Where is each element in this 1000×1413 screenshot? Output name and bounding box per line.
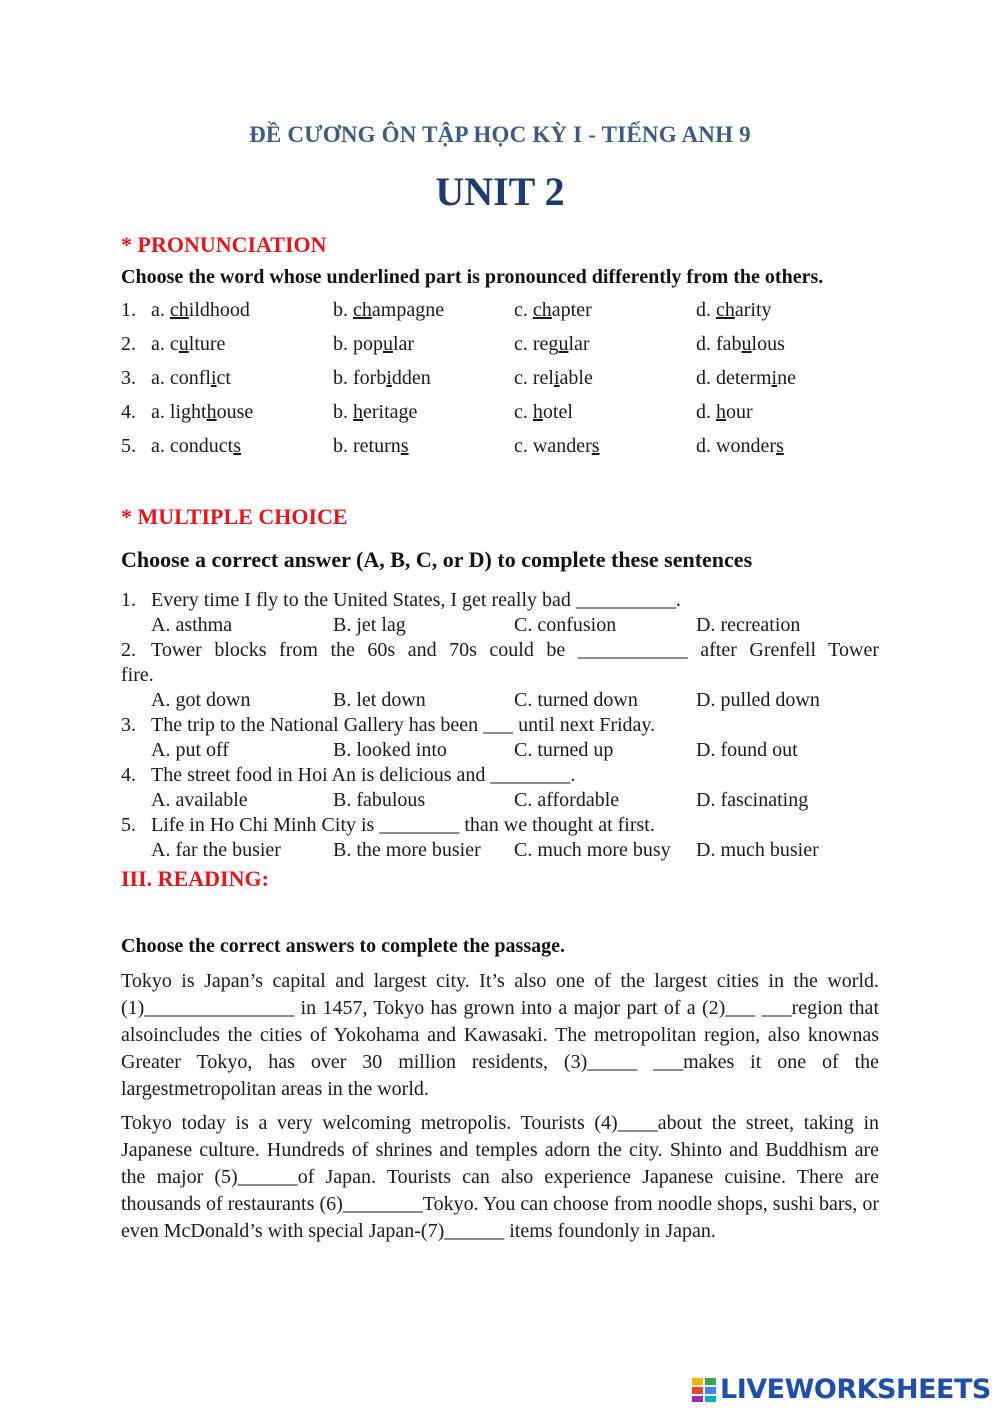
underlined-part: s bbox=[591, 435, 600, 457]
question-number: 1. bbox=[121, 589, 136, 611]
pronunciation-option bbox=[696, 299, 772, 322]
underlined-part: i bbox=[771, 367, 778, 389]
option-text: able bbox=[559, 367, 593, 389]
option-text: c. bbox=[514, 435, 533, 457]
question-text: The street food in Hoi An is delicious and ________. bbox=[151, 764, 576, 786]
option-text: apter bbox=[551, 299, 592, 321]
answer-option: D. found out bbox=[696, 739, 798, 761]
pronunciation-option bbox=[696, 367, 796, 390]
option-text: a. bbox=[151, 435, 170, 457]
question-number: 5. bbox=[121, 814, 136, 836]
question-number: 3. bbox=[121, 714, 136, 736]
underlined-part: s bbox=[233, 435, 241, 457]
underlined-part: h bbox=[353, 401, 363, 423]
option-text: ouse bbox=[216, 401, 254, 423]
item-number: 3. bbox=[121, 367, 136, 389]
answer-option: B. jet lag bbox=[333, 614, 406, 636]
option-text: dden bbox=[391, 367, 431, 389]
pronunciation-option bbox=[333, 401, 417, 424]
underlined-part: u bbox=[178, 333, 189, 355]
pronunciation-option bbox=[696, 401, 753, 424]
option-text: lous bbox=[751, 333, 785, 355]
underlined-part: ch bbox=[353, 299, 372, 321]
option-text: lar bbox=[568, 333, 590, 355]
answer-option: B. fabulous bbox=[333, 789, 426, 811]
pronunciation-option bbox=[333, 333, 414, 356]
option-text: ne bbox=[777, 367, 796, 389]
option-text: determ bbox=[716, 367, 772, 389]
option-text: c. bbox=[514, 367, 533, 389]
pronunciation-heading: * PRONUNCIATION bbox=[121, 232, 327, 257]
answer-option: B. the more busier bbox=[333, 839, 481, 861]
answer-options bbox=[121, 789, 881, 817]
answer-option: C. much more busy bbox=[514, 839, 671, 861]
question-text-continued: fire. bbox=[121, 664, 154, 686]
option-text: b. bbox=[333, 299, 353, 321]
question-text: Every time I fly to the United States, I get really bad __________. bbox=[151, 589, 681, 611]
answer-option: A. far the busier bbox=[151, 839, 281, 861]
answer-options bbox=[121, 689, 881, 717]
option-text: d. bbox=[696, 401, 716, 423]
item-number: 5. bbox=[121, 435, 136, 457]
pronunciation-option bbox=[514, 401, 573, 424]
option-text: d. bbox=[696, 367, 716, 389]
underlined-part: u bbox=[558, 333, 569, 355]
option-text: forb bbox=[353, 367, 387, 389]
answer-options bbox=[121, 614, 881, 642]
item-number: 2. bbox=[121, 333, 136, 355]
document-title: UNIT 2 bbox=[435, 169, 565, 214]
answer-option: C. turned up bbox=[514, 739, 614, 761]
document-subtitle: ĐỀ CƯƠNG ÔN TẬP HỌC KỲ I - TIẾNG ANH 9 bbox=[249, 122, 751, 147]
question-5 bbox=[121, 814, 879, 839]
liveworksheets-logo-icon bbox=[692, 1378, 716, 1402]
pronunciation-option bbox=[151, 401, 253, 424]
option-text: a. bbox=[151, 333, 170, 355]
option-text: return bbox=[353, 435, 401, 457]
pronunciation-option bbox=[514, 333, 590, 356]
pronunciation-item bbox=[121, 435, 881, 463]
option-text: ct bbox=[216, 367, 231, 389]
question-number: 4. bbox=[121, 764, 136, 786]
option-text: conduct bbox=[169, 435, 234, 457]
question-text: Life in Ho Chi Minh City is ________ than we thought at first. bbox=[151, 814, 655, 836]
option-text: arity bbox=[734, 299, 772, 321]
question-number: 2. bbox=[121, 639, 136, 661]
multiple-choice-instruction: Choose a correct answer (A, B, C, or D) to complete these sentences bbox=[121, 547, 753, 572]
answer-option: A. asthma bbox=[151, 614, 233, 636]
pronunciation-instruction: Choose the word whose underlined part is pronounced differently from the others. bbox=[121, 266, 824, 288]
pronunciation-item bbox=[121, 299, 881, 327]
option-text: wander bbox=[532, 435, 592, 457]
option-text: otel bbox=[542, 401, 573, 423]
pronunciation-option bbox=[514, 299, 592, 322]
pronunciation-option bbox=[696, 333, 785, 356]
underlined-part: i bbox=[386, 367, 392, 389]
pronunciation-item bbox=[121, 401, 881, 429]
option-text: b. bbox=[333, 367, 353, 389]
answer-option: D. much busier bbox=[696, 839, 819, 861]
underlined-part: ch bbox=[716, 299, 735, 321]
pronunciation-option bbox=[333, 435, 409, 458]
option-text: a. bbox=[151, 367, 170, 389]
option-text: lture bbox=[188, 333, 226, 355]
answer-option: C. turned down bbox=[514, 689, 638, 711]
multiple-choice-heading: * MULTIPLE CHOICE bbox=[121, 504, 348, 529]
pronunciation-item bbox=[121, 333, 881, 361]
question-2 bbox=[121, 639, 879, 664]
pronunciation-option bbox=[333, 367, 431, 390]
option-text: b. bbox=[333, 333, 353, 355]
question-4 bbox=[121, 764, 879, 789]
option-text: fab bbox=[716, 333, 742, 355]
option-text: wonder bbox=[716, 435, 776, 457]
pronunciation-item bbox=[121, 367, 881, 395]
underlined-part: s bbox=[400, 435, 409, 457]
question-3 bbox=[121, 714, 879, 739]
answer-option: C. affordable bbox=[514, 789, 620, 811]
underlined-part: ch bbox=[532, 299, 552, 321]
underlined-part: h bbox=[206, 401, 217, 423]
reading-paragraph-2: Tokyo today is a very welcoming metropolis. Tourists (4)____about the street, taking in Japanese culture. Hundreds of shrines and temples adorn the city. Shinto and Buddhism are the major (5)______of Japan. Tourists can also experience Japanese cuisine. There are thousands of restaurants (6)________Tokyo. You can choose from noodle shops, sushi bars, or even McDonald’s with special Japan-(7)______ items foundonly in Japan. bbox=[121, 1112, 879, 1242]
pronunciation-option bbox=[151, 435, 241, 458]
pronunciation-option bbox=[333, 299, 444, 322]
answer-option: A. got down bbox=[151, 689, 251, 711]
option-text: reg bbox=[532, 333, 559, 355]
underlined-part: h bbox=[716, 401, 726, 423]
liveworksheets-logo-text: LIVEWORKSHEETS bbox=[720, 1374, 991, 1405]
reading-instruction: Choose the correct answers to complete the passage. bbox=[121, 935, 565, 957]
option-text: light bbox=[169, 401, 207, 423]
answer-option: A. available bbox=[151, 789, 248, 811]
option-text: eritage bbox=[363, 401, 418, 423]
answer-option: C. confusion bbox=[514, 614, 617, 636]
option-text: lar bbox=[393, 333, 415, 355]
liveworksheets-logo bbox=[692, 1374, 992, 1406]
pronunciation-option bbox=[151, 367, 231, 390]
answer-options bbox=[121, 739, 881, 767]
pronunciation-option bbox=[151, 333, 225, 356]
underlined-part: h bbox=[532, 401, 543, 423]
underlined-part: s bbox=[775, 435, 784, 457]
option-text: ampagne bbox=[371, 299, 445, 321]
answer-option: B. looked into bbox=[333, 739, 447, 761]
answer-option: B. let down bbox=[333, 689, 426, 711]
option-text: c. bbox=[514, 333, 533, 355]
option-text: b. bbox=[333, 401, 353, 423]
answer-option: D. pulled down bbox=[696, 689, 820, 711]
option-text: a. bbox=[151, 299, 170, 321]
option-text: pop bbox=[353, 333, 383, 355]
option-text: d. bbox=[696, 333, 716, 355]
pronunciation-option bbox=[151, 299, 250, 322]
option-text: d. bbox=[696, 299, 716, 321]
question-text: Tower blocks from the 60s and 70s could be ___________ after Grenfell Tower bbox=[151, 639, 879, 661]
option-text: d. bbox=[696, 435, 716, 457]
answer-option: D. recreation bbox=[696, 614, 801, 636]
option-text: ildhood bbox=[188, 299, 250, 321]
option-text: b. bbox=[333, 435, 353, 457]
underlined-part: u bbox=[741, 333, 752, 355]
answer-options bbox=[121, 839, 881, 867]
item-number: 4. bbox=[121, 401, 136, 423]
pronunciation-option bbox=[696, 435, 784, 458]
option-text: c bbox=[169, 333, 179, 355]
underlined-part: ch bbox=[169, 299, 189, 321]
pronunciation-option bbox=[514, 367, 593, 390]
underlined-part: u bbox=[383, 333, 393, 355]
option-text: our bbox=[726, 401, 753, 423]
reading-paragraph-1: Tokyo is Japan’s capital and largest city. It’s also one of the largest cities in the world.(1)_______________ in 1457, Tokyo has grown into a major part of a (2)___ ___region that alsoincludes the cities of Yokohama and Kawasaki. The metropolitan region, also knownas Greater Tokyo, has over 30 million residents, (3)_____ ___makes it one of the largestmetropolitan areas in the world. bbox=[121, 970, 879, 1100]
question-text: The trip to the National Gallery has been ___ until next Friday. bbox=[151, 714, 656, 736]
item-number: 1. bbox=[121, 299, 136, 321]
option-text: a. bbox=[151, 401, 170, 423]
option-text: c. bbox=[514, 401, 533, 423]
option-text: confl bbox=[169, 367, 211, 389]
answer-option: A. put off bbox=[151, 739, 229, 761]
answer-option: D. fascinating bbox=[696, 789, 809, 811]
option-text: c. bbox=[514, 299, 533, 321]
question-1 bbox=[121, 589, 879, 614]
underlined-part: i bbox=[553, 367, 560, 389]
reading-heading: III. READING: bbox=[121, 866, 269, 891]
pronunciation-option bbox=[514, 435, 600, 458]
option-text: rel bbox=[532, 367, 554, 389]
underlined-part: i bbox=[210, 367, 217, 389]
